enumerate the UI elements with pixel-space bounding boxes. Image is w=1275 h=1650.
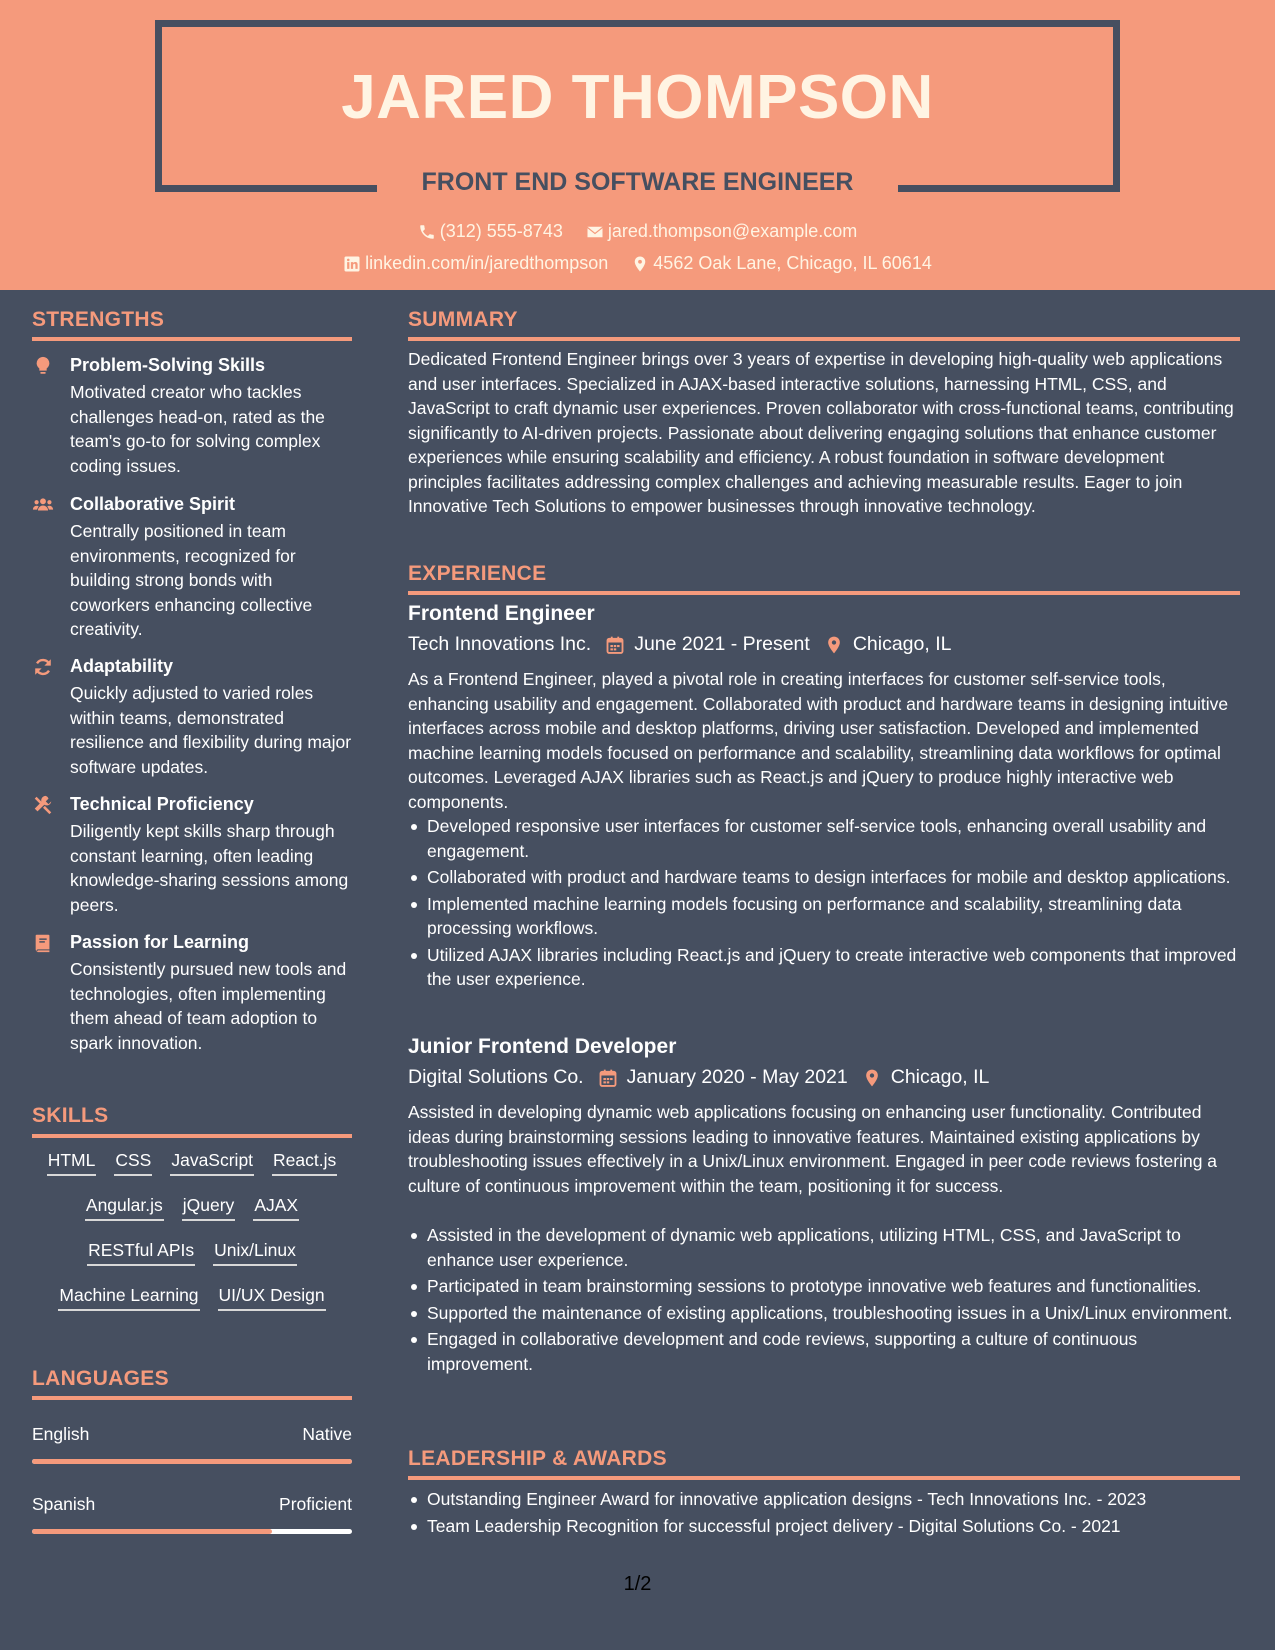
- strength-desc: Centrally positioned in team environments, recognized for building strong bonds with coworkers enhancing collective creativity.: [70, 521, 313, 639]
- strength-desc: Consistently pursued new tools and technologies, often implementing them ahead of team adoption to spark innovation.: [70, 959, 347, 1053]
- calendar-icon: [605, 635, 625, 655]
- skills-list: [32, 1150, 352, 1330]
- strength-desc: Quickly adjusted to varied roles within teams, demonstrated resilience and flexibility during major software updates.: [70, 683, 352, 777]
- contact-row-2: [0, 253, 1275, 278]
- leadership-rule: [408, 1476, 1240, 1480]
- job-bullets: [408, 814, 1240, 994]
- language-level: Proficient: [279, 1494, 352, 1514]
- envelope-icon: [586, 223, 604, 241]
- language-name: English: [32, 1424, 90, 1444]
- job-company: Digital Solutions Co.: [408, 1066, 584, 1088]
- strength-title: Passion for Learning: [70, 932, 250, 952]
- leadership-heading: LEADERSHIP & AWARDS: [408, 1447, 667, 1470]
- map-pin-icon: [824, 635, 844, 655]
- candidate-name: JARED THOMPSON: [341, 63, 934, 132]
- skill-tag: CSS: [114, 1150, 152, 1176]
- skill-tag: RESTful APIs: [87, 1240, 195, 1266]
- skill-tag: HTML: [47, 1150, 97, 1176]
- job-bullet: Assisted in the development of dynamic web applications, utilizing HTML, CSS, and JavaScript to enhance user experience.: [408, 1223, 1240, 1272]
- page-number: 1/2: [623, 1573, 652, 1595]
- award-item: Outstanding Engineer Award for innovative application designs - Tech Innovations Inc. - 2023: [408, 1487, 1240, 1512]
- job-dates: June 2021 - Present: [634, 633, 810, 655]
- contact-row-1: [0, 221, 1275, 246]
- job-bullets: [408, 1223, 1240, 1378]
- skills-row: [32, 1150, 352, 1176]
- language-bar-fill: [32, 1459, 352, 1464]
- job-bullet: Supported the maintenance of existing applications, troubleshooting issues in a Unix/Linux environment.: [408, 1301, 1240, 1326]
- skill-tag: Unix/Linux: [213, 1240, 297, 1266]
- language-bar: [32, 1529, 352, 1534]
- experience-rule: [408, 591, 1240, 595]
- calendar-icon: [598, 1068, 618, 1088]
- candidate-title: FRONT END SOFTWARE ENGINEER: [421, 168, 854, 196]
- map-pin-icon: [631, 255, 649, 273]
- job-title: Frontend Engineer: [408, 602, 595, 625]
- strength-title: Problem-Solving Skills: [70, 355, 266, 375]
- language-bar: [32, 1459, 352, 1464]
- strength-desc: Diligently kept skills sharp through constant learning, often leading knowledge-sharing sessions among peers.: [70, 821, 349, 915]
- tools-icon: [32, 794, 56, 818]
- contact-linkedin[interactable]: [343, 253, 608, 274]
- book-icon: [32, 932, 56, 956]
- phone-icon: [418, 223, 436, 241]
- job-bullet: Developed responsive user interfaces for customer self-service tools, enhancing overall usability and engagement.: [408, 814, 1240, 863]
- linkedin-text: linkedin.com/in/jaredthompson: [365, 253, 609, 273]
- job-bullet: Participated in team brainstorming sessions to prototype innovative web features and functionalities.: [408, 1274, 1240, 1299]
- email-text: jared.thompson@example.com: [607, 221, 858, 241]
- language-level: Native: [302, 1424, 352, 1444]
- contact-address: [631, 253, 932, 274]
- contact-email[interactable]: [586, 221, 857, 242]
- job-location: Chicago, IL: [852, 633, 952, 655]
- refresh-icon: [32, 656, 56, 680]
- skills-heading: SKILLS: [32, 1104, 109, 1127]
- job-bullet: Utilized AJAX libraries including React.js and jQuery to create interactive web components that improved the user experience.: [408, 943, 1240, 992]
- job-bullet: Engaged in collaborative development and code reviews, supporting a culture of continuous improvement.: [408, 1327, 1240, 1376]
- strengths-rule: [32, 337, 352, 341]
- language-bar-fill: [32, 1529, 272, 1534]
- skills-row: [32, 1285, 352, 1311]
- strengths-heading: STRENGTHS: [32, 308, 165, 331]
- summary-rule: [408, 337, 1240, 341]
- strength-title: Technical Proficiency: [70, 794, 254, 814]
- strength-title: Collaborative Spirit: [70, 494, 236, 514]
- skills-row: [32, 1195, 352, 1221]
- phone-text: (312) 555-8743: [439, 221, 563, 241]
- skills-rule: [32, 1134, 352, 1138]
- skill-tag: JavaScript: [170, 1150, 254, 1176]
- language-name: Spanish: [32, 1494, 96, 1514]
- skill-tag: AJAX: [253, 1195, 299, 1221]
- linkedin-icon: [343, 255, 361, 273]
- address-text: 4562 Oak Lane, Chicago, IL 60614: [653, 253, 932, 273]
- summary-text: Dedicated Frontend Engineer brings over 3 years of expertise in developing high-quality web applications and user interfaces. Specialized in AJAX-based interactive solutions, harnessing HTML, CSS, and JavaScript to craft dynamic user experiences. Proven collaborator with cross-functional teams, contributing significantly to AI-driven projects. Passionate about delivering engaging solutions that enhance customer experiences while ensuring scalability and efficiency. A robust foundation in software development principles facilitates addressing complex challenges and achieving measurable results. Eager to join Innovative Tech Solutions to empower businesses through innovative technology.: [408, 349, 1234, 516]
- job-title: Junior Frontend Developer: [408, 1035, 677, 1058]
- job-bullet: Collaborated with product and hardware teams to design interfaces for mobile and desktop applications.: [408, 865, 1240, 890]
- job-bullet: Implemented machine learning models focusing on performance and scalability, streamlining data processing workflows.: [408, 892, 1240, 941]
- skill-tag: UI/UX Design: [218, 1285, 326, 1311]
- users-icon: [32, 494, 56, 518]
- strength-desc: Motivated creator who tackles challenges head-on, rated as the team's go-to for solving complex coding issues.: [70, 382, 325, 476]
- lightbulb-icon: [32, 355, 56, 379]
- job-meta: [408, 633, 951, 656]
- skill-tag: Machine Learning: [58, 1285, 199, 1311]
- award-item: Team Leadership Recognition for successful project delivery - Digital Solutions Co. - 2021: [408, 1514, 1240, 1539]
- job-company: Tech Innovations Inc.: [408, 633, 592, 655]
- skill-tag: React.js: [272, 1150, 337, 1176]
- experience-heading: EXPERIENCE: [408, 562, 547, 585]
- skill-tag: jQuery: [182, 1195, 236, 1221]
- skill-tag: Angular.js: [85, 1195, 164, 1221]
- leadership-list: [408, 1487, 1240, 1540]
- job-location: Chicago, IL: [890, 1066, 990, 1088]
- resume-header: [0, 0, 1275, 290]
- languages-rule: [32, 1396, 352, 1400]
- languages-heading: LANGUAGES: [32, 1367, 169, 1390]
- strength-title: Adaptability: [70, 656, 174, 676]
- map-pin-icon: [862, 1068, 882, 1088]
- job-meta: [408, 1066, 989, 1089]
- skills-row: [32, 1240, 352, 1266]
- job-description: Assisted in developing dynamic web applications focusing on enhancing user functionality. Contributed ideas during brainstorming sessions leading to innovative features. Maintained existing applications by troubleshooting issues effectively in a Unix/Linux environment. Engaged in peer code reviews fostering a culture of continuous improvement within the team, positioning it for success.: [408, 1102, 1218, 1196]
- contact-phone[interactable]: [418, 221, 563, 242]
- job-description: As a Frontend Engineer, played a pivotal role in creating interfaces for customer self-service tools, enhancing usability and engagement. Collaborated with product and hardware teams in designing intuitive interfaces across mobile and desktop platforms, driving user satisfaction. Developed and implemented machine learning models focused on performance and scalability, streamlining data workflows for optimal outcomes. Leveraged AJAX libraries such as React.js and jQuery to produce highly interactive web components.: [408, 669, 1229, 812]
- job-dates: January 2020 - May 2021: [626, 1066, 848, 1088]
- summary-heading: SUMMARY: [408, 308, 518, 331]
